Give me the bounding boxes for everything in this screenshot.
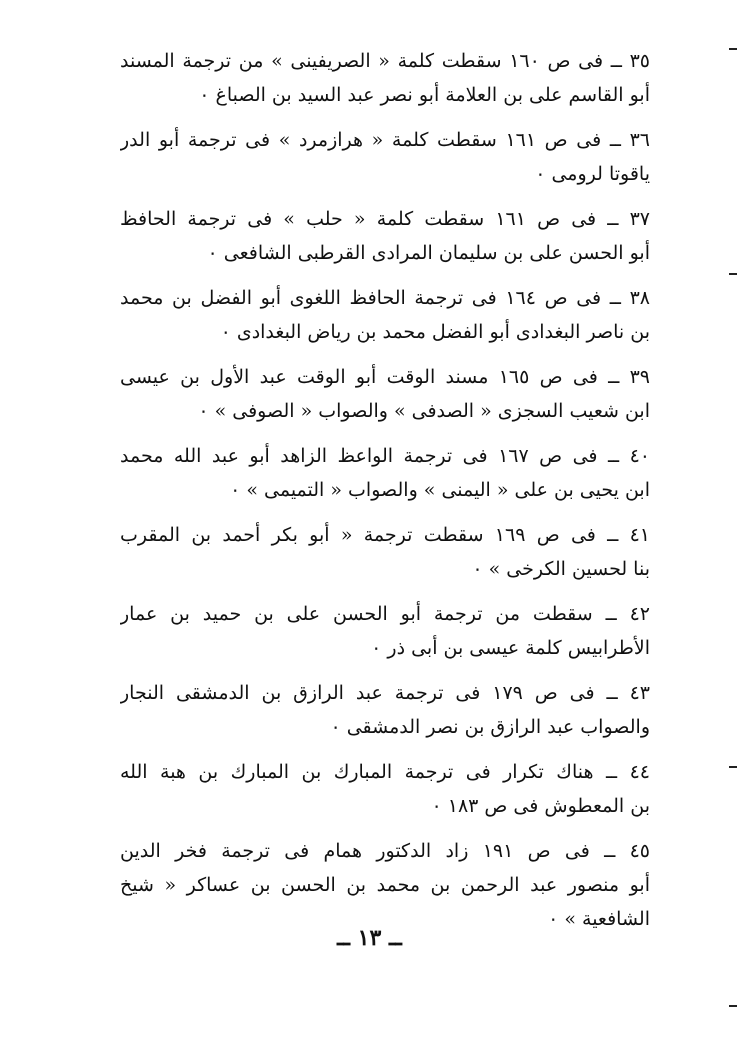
entry-line: ٤٤ ــ هناك تكرار فى ترجمة المبارك بن المبارك بن هبة الله xyxy=(120,761,650,783)
errata-entry-39 xyxy=(120,360,650,439)
entry-line: بن المعطوش فى ص ١٨٣ ٠ xyxy=(431,795,650,817)
entry-line: ٤٢ ــ سقطت من ترجمة أبو الحسن على بن حميد بن عمار xyxy=(120,603,650,625)
entry-line: ٣٦ ــ فى ص ١٦١ سقطت كلمة « هرازمرد » فى ترجمة أبو الدر xyxy=(120,129,650,151)
errata-entry-41 xyxy=(120,518,650,597)
entry-line: ابن يحيى بن على « اليمنى » والصواب « التميمى » ٠ xyxy=(230,479,650,501)
page-number: ــ ١٣ ــ xyxy=(337,925,402,951)
errata-entry-42 xyxy=(120,597,650,676)
entry-line: بن ناصر البغدادى أبو الفضل محمد بن رياض البغدادى ٠ xyxy=(220,321,650,343)
errata-entry-36 xyxy=(120,123,650,202)
entry-line: ٣٥ ــ فى ص ١٦٠ سقطت كلمة « الصريفينى » من ترجمة المسند xyxy=(120,50,650,72)
errata-entry-38 xyxy=(120,281,650,360)
entry-line: أبو القاسم على بن العلامة أبو نصر عبد السيد بن الصباغ ٠ xyxy=(199,84,650,106)
entry-line: ابن شعيب السجزى « الصدفى » والصواب « الصوفى » ٠ xyxy=(198,400,650,422)
entry-line: أبو منصور عبد الرحمن بن محمد بن الحسن بن عساكر « شيخ xyxy=(120,874,650,896)
errata-entry-37 xyxy=(120,202,650,281)
entry-line: الشافعية » ٠ xyxy=(548,908,650,930)
scan-edge-mark xyxy=(729,273,737,275)
entry-line: ٤٣ ــ فى ص ١٧٩ فى ترجمة عبد الرازق بن الدمشقى النجار xyxy=(120,682,650,704)
entry-line: الأطرابيس كلمة عيسى بن أبى ذر ٠ xyxy=(371,637,650,659)
entry-line: بنا لحسين الكرخى » ٠ xyxy=(472,558,650,580)
entry-line: أبو الحسن على بن سليمان المرادى القرطبى الشافعى ٠ xyxy=(207,242,650,264)
errata-entry-35 xyxy=(120,44,650,123)
errata-list xyxy=(120,44,650,944)
entry-line: ٣٧ ــ فى ص ١٦١ سقطت كلمة « حلب » فى ترجمة الحافظ xyxy=(120,208,650,230)
scan-edge-mark xyxy=(729,1005,737,1007)
errata-entry-40 xyxy=(120,439,650,518)
entry-line: ياقوتا لرومى ٠ xyxy=(535,163,650,185)
errata-entry-43 xyxy=(120,676,650,755)
entry-line: ٤٥ ــ فى ص ١٩١ زاد الدكتور همام فى ترجمة فخر الدين xyxy=(120,840,650,862)
entry-line: والصواب عبد الرازق بن نصر الدمشقى ٠ xyxy=(330,716,650,738)
entry-line: ٣٨ ــ فى ص ١٦٤ فى ترجمة الحافظ اللغوى أبو الفضل بن محمد xyxy=(120,287,650,309)
entry-line: ٤٠ ــ فى ص ١٦٧ فى ترجمة الواعظ الزاهد أبو عبد الله محمد xyxy=(120,445,650,467)
entry-line: ٣٩ ــ فى ص ١٦٥ مسند الوقت أبو الوقت عبد الأول بن عيسى xyxy=(120,366,650,388)
scan-edge-mark xyxy=(729,766,737,768)
errata-entry-44 xyxy=(120,755,650,834)
entry-line: ٤١ ــ فى ص ١٦٩ سقطت ترجمة « أبو بكر أحمد بن المقرب xyxy=(120,524,650,546)
scan-edge-mark xyxy=(729,48,737,50)
